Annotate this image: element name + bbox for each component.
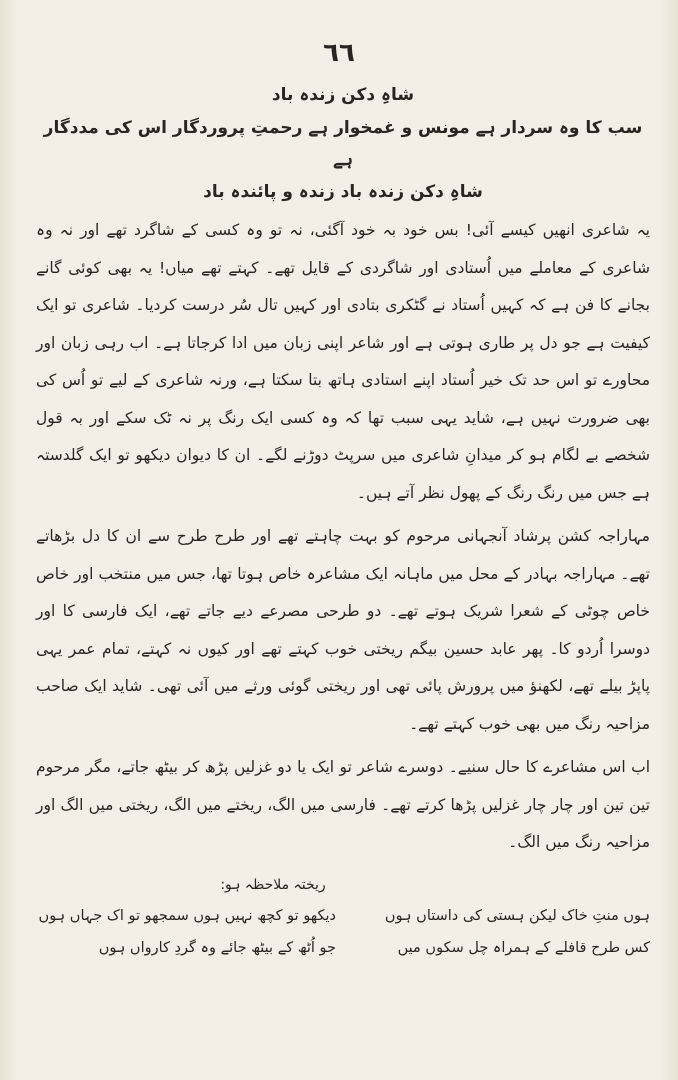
verse-block — [36, 78, 650, 208]
page-content — [36, 78, 650, 964]
paragraph-2: مہاراجہ کشن پرشاد آنجہانی مرحوم کو بہت چاہتے تھے اور طرح طرح سے ان کا دل بڑھاتے تھے۔ مہاراجہ بہادر کے محل میں ماہانہ ایک مشاعرہ خاص ہوتا تھا، جس میں منتخب اور خاص خاص چوٹی کے شعرا شریک ہوتے تھے۔ دو طرحی مصرعے دیے جاتے تھے، ایک فارسی کا اور دوسرا اُردو کا۔ پھر عابد حسین بیگم ریختی خوب کہتے تھے اور کیوں نہ کہتے، تمام عمر یہی پاپڑ بیلے تھے، لکھنؤ میں پرورش پائی تھی اور ریختی گوئی ورثے میں آئی تھی۔ شاید ایک صاحب مزاحیہ رنگ میں بھی خوب کہتے تھے۔ — [36, 527, 650, 733]
paragraph-1: یہ شاعری انھیں کیسے آئی! بس خود بہ خود آگئی، نہ تو وہ کسی کے شاگرد تھے اور نہ وہ شاعری کے معاملے میں اُستادی اور شاگردی کے قایل تھے۔ کہتے تھے میاں! یہ بھی کوئی گانے بجانے کا فن ہے کہ کہیں اُستاد نے گٹکری بتادی اور کہیں تال سُر درست کردیا۔ شاعری تو ایک کیفیت ہے جو دل پر طاری ہوتی ہے اور شاعر اپنی زبان میں ادا کرجاتا ہے۔ اب رہی زبان اور محاورے تو اس حد تک خیر اُستاد اپنے استادی ہاتھ بتا سکتا ہے، ورنہ شاعری کے لیے تو اُس کی بھی ضرورت نہیں ہے، شاید یہی سبب تھا کہ وہ کسی ایک رنگ پر نہ ٹک سکے اور بہ قول شخصے بے لگام ہو کر میدانِ شاعری میں سرپٹ دوڑنے لگے۔ ان کا دیوان دیکھو تو ایک گلدستہ ہے جس میں رنگ رنگ کے پھول نظر آتے ہیں۔ — [36, 221, 650, 502]
couplet-column-left — [36, 900, 336, 964]
couplet-line: جو اُٹھ کے بیٹھ جائے وہ گردِ کارواں ہوں — [98, 939, 336, 956]
paragraph-3: اب اس مشاعرے کا حال سنیے۔ دوسرے شاعر تو ایک یا دو غزلیں پڑھ کر بیٹھ جاتے، مگر مرحوم تین تین اور چار چار غزلیں پڑھا کرتے تھے۔ فارسی میں الگ، ریختے میں الگ، ریختی میں الگ اور مزاحیہ رنگ میں الگ۔ — [36, 758, 650, 851]
verse-title: شاہِ دکن زندہ باد — [271, 85, 415, 105]
couplet-line: ہوں منتِ خاک لیکن ہستی کی داستاں ہوں — [384, 907, 650, 924]
couplet-line: دیکھو تو کچھ نہیں ہوں سمجھو تو اک جہاں ہوں — [38, 907, 336, 924]
couplet-column-right — [350, 900, 650, 964]
verse-line-2: شاہِ دکن زندہ باد زندہ و پائندہ باد — [203, 182, 483, 202]
page-number: ٦٦ — [323, 38, 355, 68]
couplet-line: کس طرح قافلے کے ہمراہ چل سکوں میں — [397, 939, 650, 956]
verse-line-1: سب کا وہ سردار ہے مونس و غمخوار ہے رحمتِ پروردگار اس کی مددگار ہے — [43, 118, 643, 170]
couplet-note: ریختہ ملاحظہ ہو: — [220, 876, 326, 893]
couplet-block — [36, 900, 650, 964]
